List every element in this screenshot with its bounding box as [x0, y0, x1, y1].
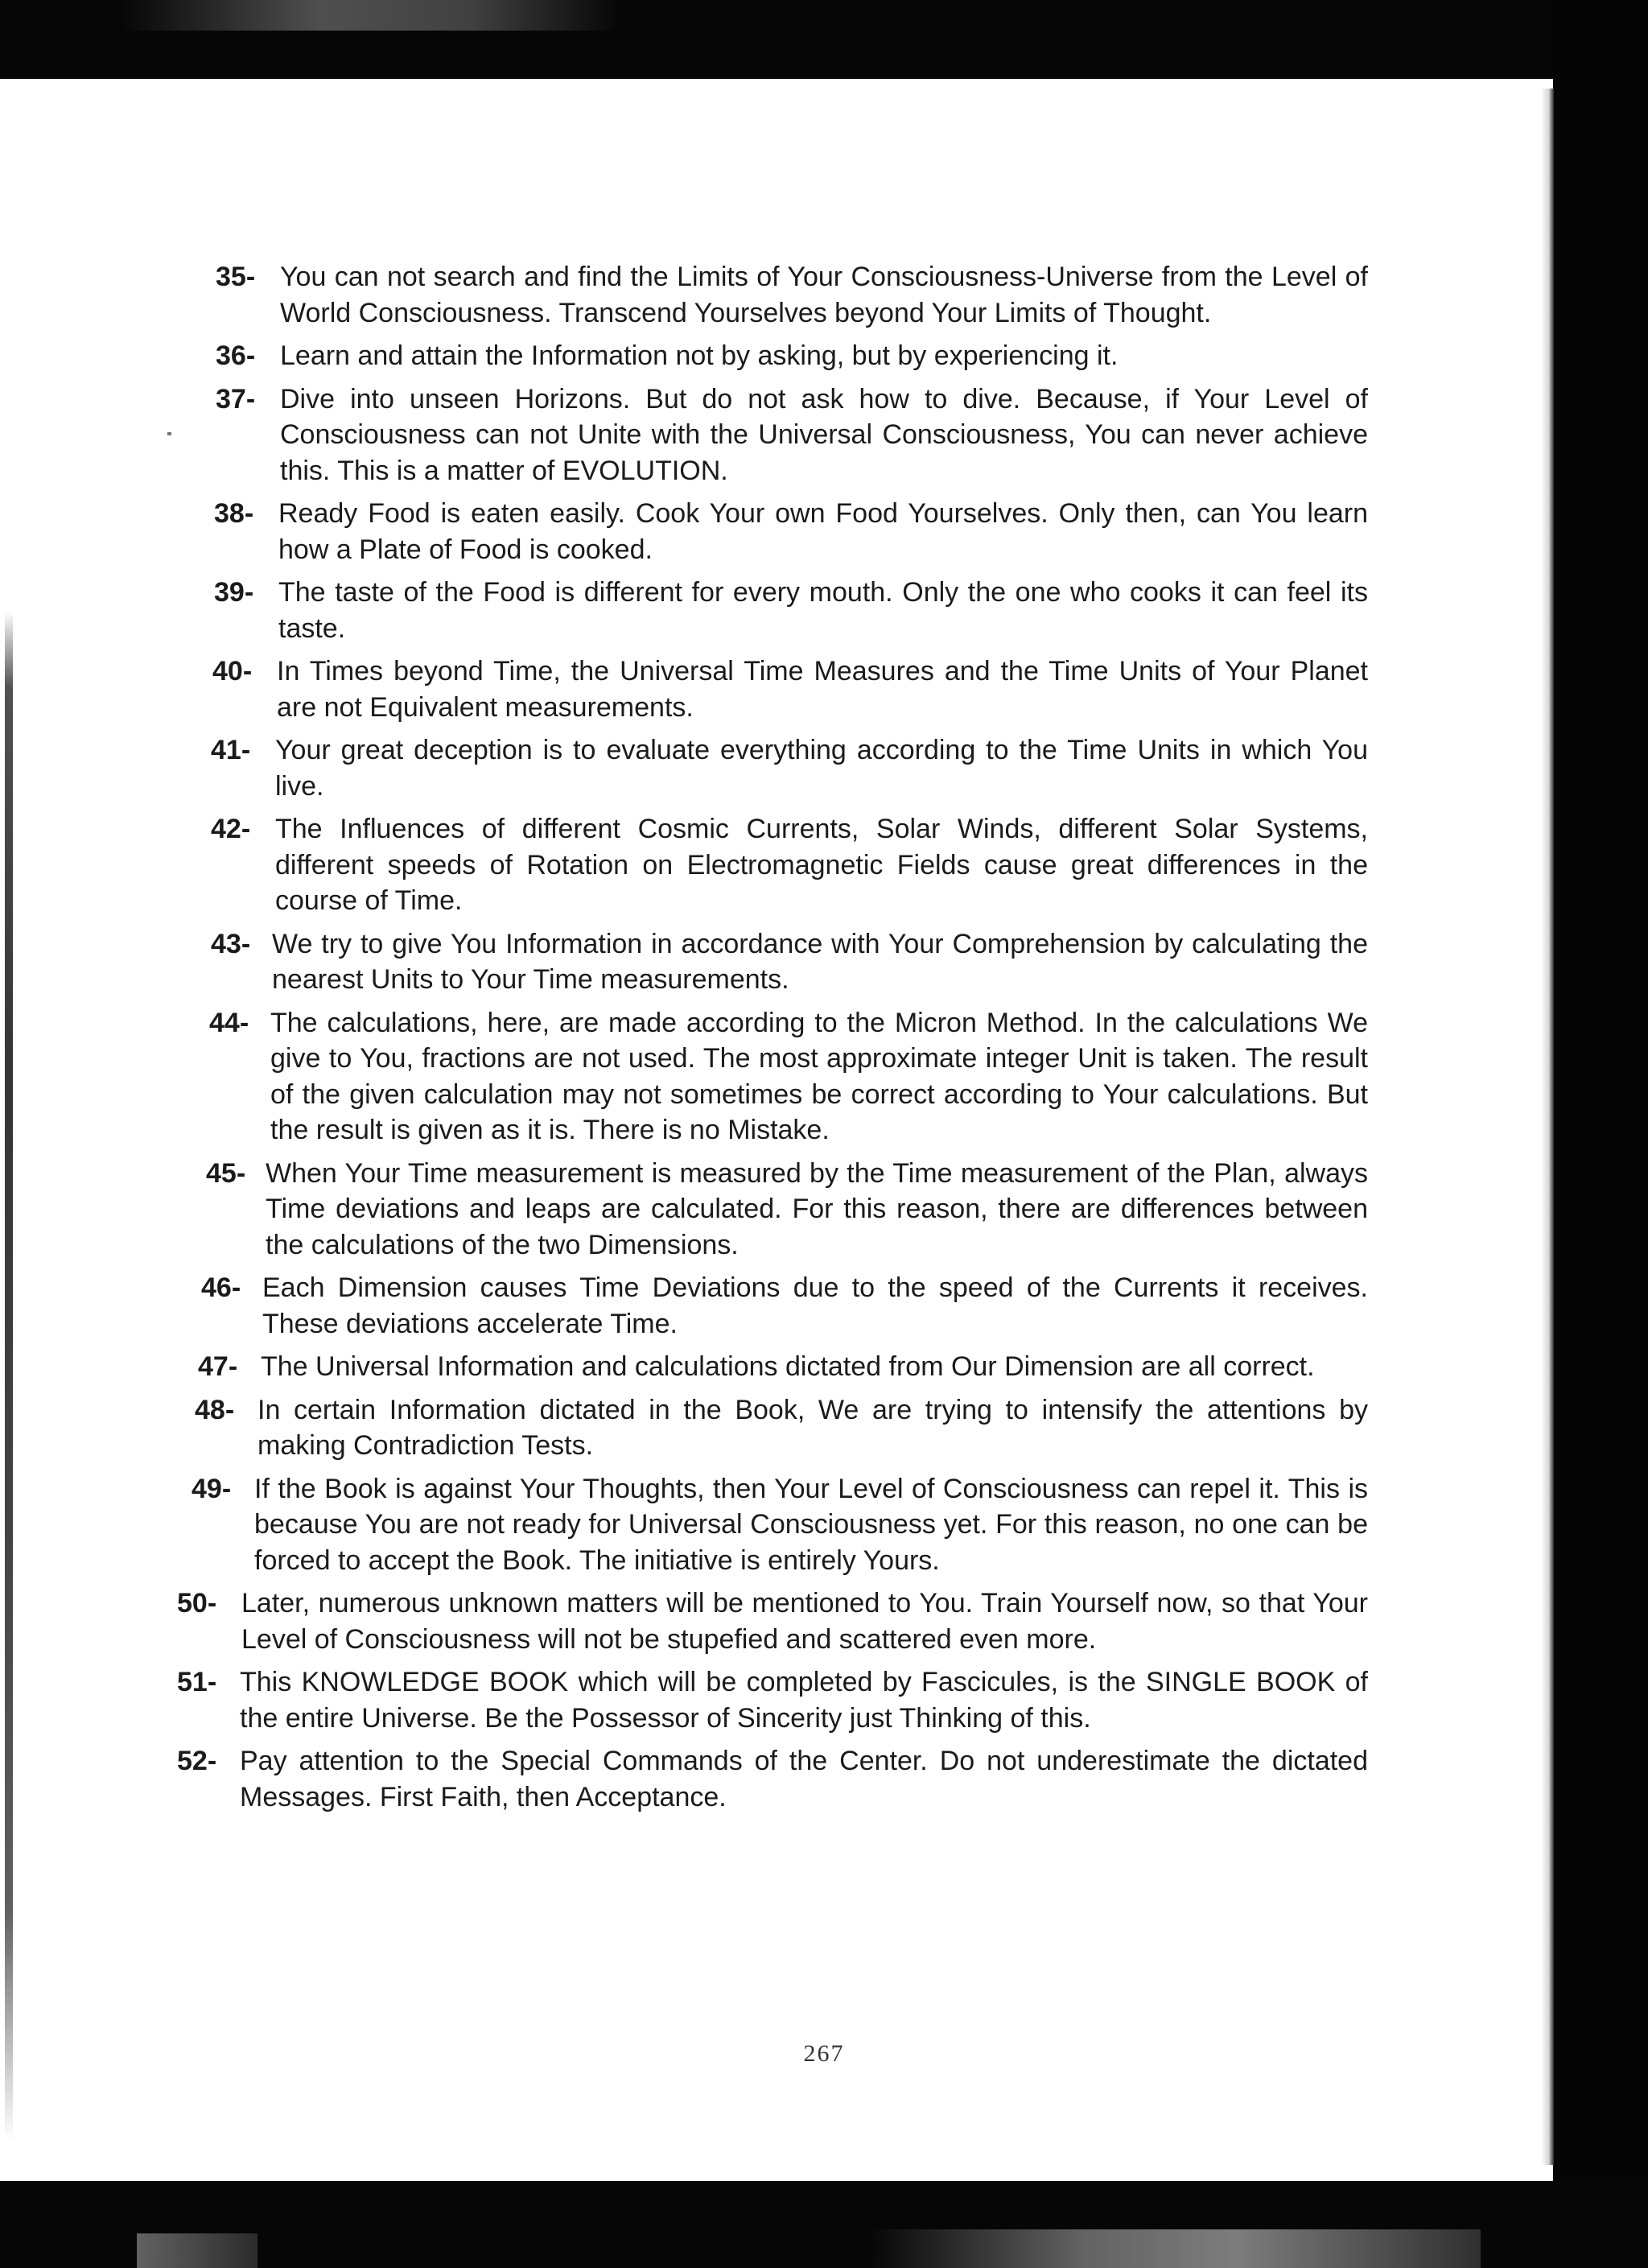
item-text: In Times beyond Time, the Universal Time Measures and the Time Units of Your Planet are not Equivalent measurements. — [277, 656, 1368, 723]
item-text: This KNOWLEDGE BOOK which will be completed by Fascicules, is the SINGLE BOOK of the entire Universe. Be the Possessor of Sincerity just Thinking of this. — [240, 1667, 1368, 1734]
item-number: 46- — [201, 1272, 241, 1303]
list-item — [177, 1156, 1368, 1264]
list-item — [177, 1005, 1368, 1148]
margin-speck — [167, 432, 171, 435]
list-item — [177, 811, 1368, 919]
list-item — [177, 1471, 1368, 1579]
item-text: Learn and attain the Information not by asking, but by experiencing it. — [280, 340, 1119, 371]
list-item — [177, 381, 1368, 489]
item-number: 39- — [214, 577, 254, 608]
page-edge-shadow — [1541, 89, 1554, 2165]
item-number: 42- — [211, 814, 251, 844]
item-number: 36- — [216, 340, 256, 371]
item-text: Your great deception is to evaluate everything according to the Time Units in which You live. — [275, 735, 1368, 802]
item-text: In certain Information dictated in the Book, We are trying to intensify the attentions by making Contradiction Tests. — [258, 1394, 1368, 1461]
item-number: 48- — [195, 1394, 235, 1425]
item-number: 51- — [177, 1667, 217, 1697]
item-number: 45- — [206, 1157, 246, 1189]
list-item — [177, 1743, 1368, 1815]
item-number: 37- — [216, 383, 256, 414]
binding-shadow-left — [5, 612, 13, 2141]
list-item — [177, 259, 1368, 331]
scan-border-bottom-shading — [869, 2229, 1481, 2268]
item-text: The calculations, here, are made according to the Micron Method. In the calculations We give to You, fractions are not used. The most approximate integer Unit is taken. The result of the given calculation may not sometimes be correct according to Your calculations. But the result is given as it is. There is no Mistake. — [270, 1007, 1368, 1145]
item-text: Dive into unseen Horizons. But do not ask how to dive. Because, if Your Level of Consciousness can not Unite with the Universal Consciousness, You can never achieve this. This is a matter of EVOLUTION. — [280, 383, 1368, 486]
item-number: 43- — [211, 928, 251, 959]
page-number: 267 — [803, 2040, 845, 2067]
item-number: 50- — [177, 1588, 217, 1619]
list-item — [177, 338, 1368, 374]
list-item — [177, 1664, 1368, 1736]
list-item — [177, 654, 1368, 725]
item-text: Pay attention to the Special Commands of the Center. Do not underestimate the dictated Messages. First Faith, then Acceptance. — [240, 1746, 1368, 1812]
item-text: When Your Time measurement is measured by the Time measurement of the Plan, always Time deviations and leaps are calculated. For this reason, there are differences between the calculations of the two Dimensions. — [266, 1157, 1368, 1260]
item-text: Later, numerous unknown matters will be mentioned to You. Train Yourself now, so that Your Level of Consciousness will not be stupefied and scattered even more. — [241, 1588, 1368, 1655]
scan-border-right — [1553, 0, 1648, 2268]
item-text: We try to give You Information in accordance with Your Comprehension by calculating the nearest Units to Your Time measurements. — [272, 928, 1368, 995]
item-number: 41- — [211, 735, 251, 765]
item-number: 38- — [214, 498, 254, 529]
list-item — [177, 1392, 1368, 1464]
item-text: The Influences of different Cosmic Currents, Solar Winds, different Solar Systems, different speeds of Rotation on Electromagnetic Fields cause great differences in the course of Time. — [275, 814, 1368, 916]
item-text: You can not search and find the Limits of Your Consciousness-Universe from the Level of World Consciousness. Transcend Yourselves beyond Your Limits of Thought. — [280, 262, 1368, 328]
scan-border-bottom-left-shading — [137, 2233, 258, 2268]
list-item — [177, 926, 1368, 998]
item-number: 44- — [209, 1007, 249, 1038]
list-item — [177, 575, 1368, 646]
item-text: Each Dimension causes Time Deviations due to the speed of the Currents it receives. These deviations accelerate Time. — [262, 1272, 1368, 1339]
list-item — [177, 1270, 1368, 1342]
item-text: The taste of the Food is different for every mouth. Only the one who cooks it can feel its taste. — [278, 577, 1368, 644]
list-item — [177, 732, 1368, 804]
list-item — [177, 1349, 1368, 1385]
item-number: 47- — [198, 1351, 238, 1382]
scan-border-top-shading — [121, 0, 620, 31]
item-number: 49- — [192, 1473, 232, 1504]
numbered-paragraph-list — [177, 259, 1368, 1822]
list-item — [177, 1586, 1368, 1657]
item-text: If the Book is against Your Thoughts, then Your Level of Consciousness can repel it. This is because You are not ready for Universal Consciousness yet. For this reason, no one can be forced to accept the Book. The initiative is entirely Yours. — [254, 1473, 1368, 1576]
item-number: 35- — [216, 262, 256, 292]
item-text: Ready Food is eaten easily. Cook Your own Food Yourselves. Only then, can You learn how a Plate of Food is cooked. — [278, 498, 1368, 565]
item-text: The Universal Information and calculations dictated from Our Dimension are all correct. — [261, 1351, 1315, 1382]
item-number: 40- — [212, 656, 253, 687]
item-number: 52- — [177, 1746, 217, 1776]
list-item — [177, 496, 1368, 567]
